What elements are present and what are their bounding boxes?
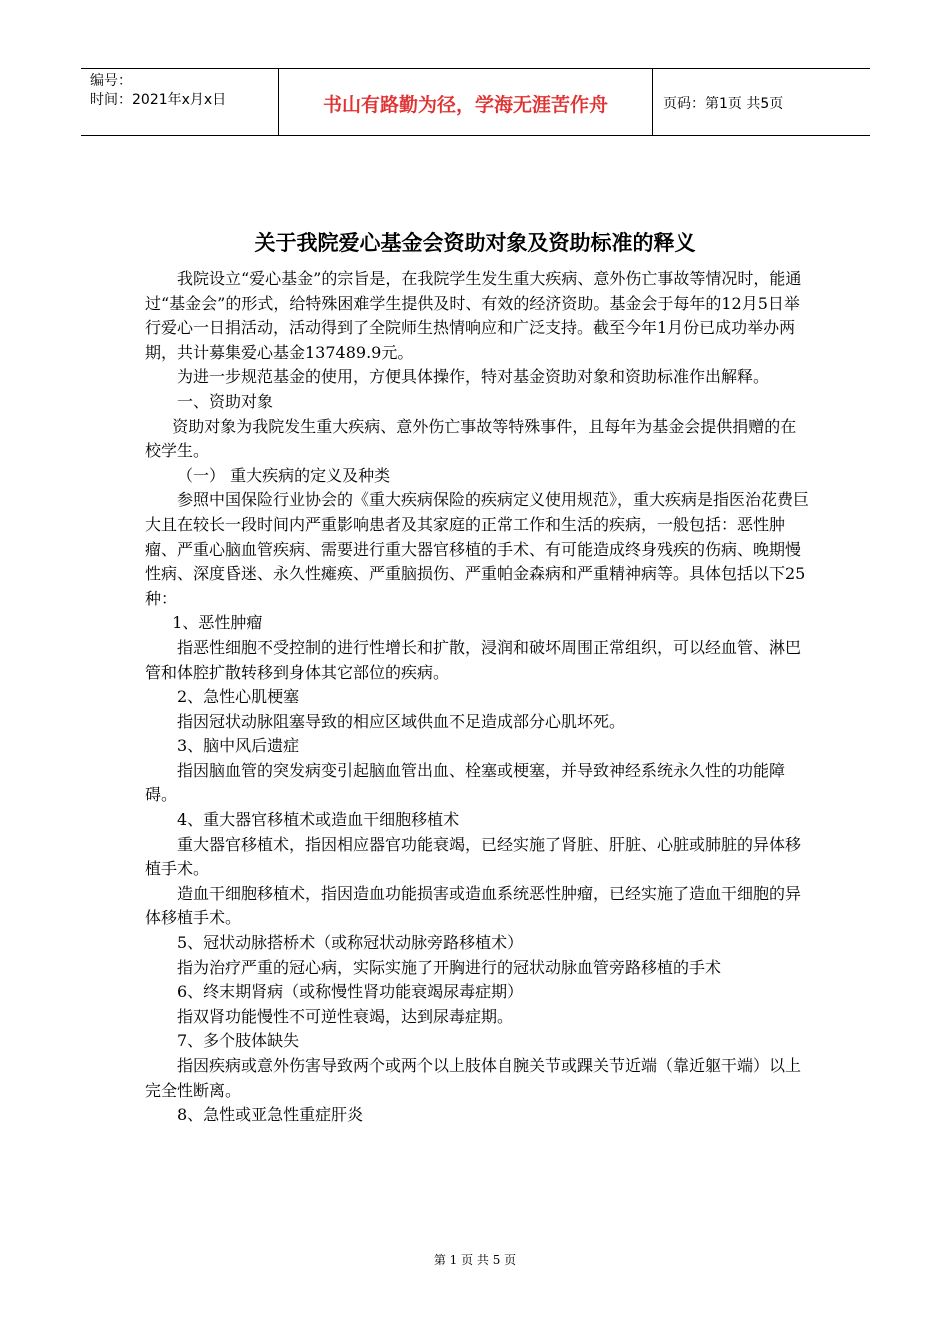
list-item-heading: 7、多个肢体缺失 [177,1031,300,1051]
paragraph-recipients: 资助对象为我院发生重大疾病、意外伤亡事故等特殊事件，且每年为基金会提供捐赠的在校学生。 [145,416,797,461]
list-item-heading: 3、脑中风后遗症 [177,736,300,756]
subsection-heading: （一） 重大疾病的定义及种类 [177,465,391,485]
page-footer: 第 1 页 共 5 页 [433,1253,517,1267]
list-item-heading: 5、冠状动脉搭桥术（或称冠状动脉旁路移植术） [177,933,524,953]
paragraph-intro: 我院设立“爱心基金”的宗旨是，在我院学生发生重大疾病、意外伤亡事故等情况时，能通过“基金会”的形式，给特殊困难学生提供及时、有效的经济资助。基金会于每年的12月5日举行爱心一日捐活动，活动得到了全院师生热情响应和广泛支持。截至今年1月份已成功举办两期，共计募集爱心基金137489.9元。 [145,269,802,362]
header-table [81,68,870,136]
section-heading: 一、资助对象 [177,391,274,411]
list-item-text: 指为治疗严重的冠心病，实际实施了开胸进行的冠状动脉血管旁路移植的手术 [177,957,722,977]
paragraph-definition: 参照中国保险行业协会的《重大疾病保险的疾病定义使用规范》，重大疾病是指医治花费巨大且在较长一段时间内严重影响患者及其家庭的正常工作和生活的疾病，一般包括：恶性肿瘤、严重心脑血管疾病、需要进行重大器官移植的手术、有可能造成终身残疾的伤病、晚期慢性病、深度昏迷、永久性瘫痪、严重脑损伤、严重帕金森病和严重精神病等。具体包括以下25种： [145,490,810,608]
document-number-label: 编号： [90,73,132,89]
list-item-heading: 2、急性心肌梗塞 [177,687,300,707]
document-body [145,267,810,1128]
list-item-heading: 8、急性或亚急性重症肝炎 [177,1105,364,1125]
list-item-heading: 4、重大器官移植术或造血干细胞移植术 [177,810,460,830]
list-item-text: 指因冠状动脉阻塞导致的相应区域供血不足造成部分心肌坏死。 [177,711,626,731]
document-title: 关于我院爱心基金会资助对象及资助标准的释义 [254,231,696,255]
list-item-text: 指因疾病或意外伤害导致两个或两个以上肢体自腕关节或踝关节近端（靠近躯干端）以上完全性断离。 [145,1056,802,1100]
list-item-heading: 1、恶性肿瘤 [172,613,263,633]
list-item-text: 造血干细胞移植术，指因造血功能损害或造血系统恶性肿瘤，已经实施了造血干细胞的异体移植手术。 [145,883,802,928]
document-time-label: 时间：2021年x月x日 [90,92,227,108]
list-item-text: 指双肾功能慢性不可逆性衰竭，达到尿毒症期。 [177,1006,514,1026]
list-item-heading: 6、终末期肾病（或称慢性肾功能衰竭尿毒症期） [177,982,524,1002]
header-page-info: 页码：第1页 共5页 [663,96,784,112]
header-meta-cell [81,69,279,135]
header-motto: 书山有路勤为径，学海无涯苦作舟 [279,69,653,135]
list-item-text: 重大器官移植术，指因相应器官功能衰竭，已经实施了肾脏、肝脏、心脏或肺脏的异体移植手术。 [145,834,802,879]
paragraph-purpose: 为进一步规范基金的使用，方便具体操作，特对基金资助对象和资助标准作出解释。 [177,367,770,387]
list-item-text: 指因脑血管的突发病变引起脑血管出血、栓塞或梗塞，并导致神经系统永久性的功能障碍。 [145,760,786,805]
list-item-text: 指恶性细胞不受控制的进行性增长和扩散，浸润和破坏周围正常组织，可以经血管、淋巴管和体腔扩散转移到身体其它部位的疾病。 [145,637,802,682]
